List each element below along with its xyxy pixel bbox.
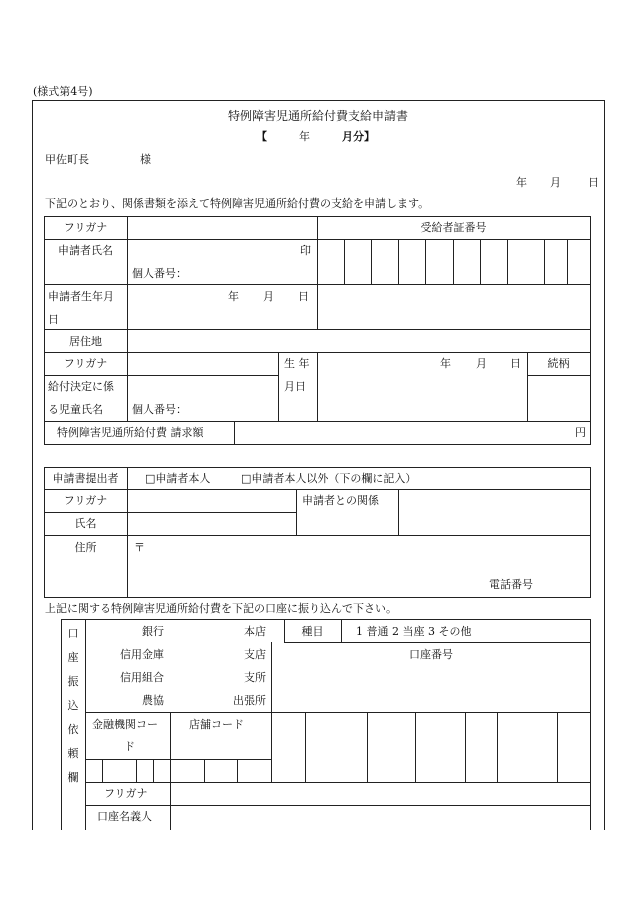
submitter-name-label: 氏名 <box>74 517 97 530</box>
submitter-furigana-label: フリガナ <box>63 494 108 507</box>
branch-branch: 支店 <box>244 648 266 661</box>
submitter-option-other[interactable]: □申請者本人以外（下の欄に記入） <box>241 472 417 485</box>
date-month: 月 <box>550 176 561 189</box>
grid-line <box>271 642 272 782</box>
institution-nokyo: 農協 <box>142 694 164 707</box>
mayor-honorific: 様 <box>140 153 151 166</box>
grid-line <box>44 467 45 597</box>
grid-line <box>567 239 568 284</box>
grid-line <box>415 712 416 782</box>
grid-line <box>398 239 399 284</box>
date-year: 年 <box>516 176 527 189</box>
grid-line <box>465 712 466 782</box>
account-holder-label: 口座名義人 <box>97 810 152 823</box>
grid-line <box>127 216 128 421</box>
applicant-personal-no-label: 個人番号： <box>132 267 187 280</box>
claim-amount-label: 特例障害児通所給付費 請求額 <box>57 426 204 439</box>
outer-frame-left <box>32 100 33 830</box>
grid-line <box>398 489 399 535</box>
applicant-address-label: 居住地 <box>69 335 102 348</box>
branch-office: 出張所 <box>233 694 266 707</box>
grid-line <box>127 467 128 597</box>
recipient-number-label: 受給者証番号 <box>420 221 487 234</box>
child-birth-day: 日 <box>510 357 521 370</box>
grid-line <box>85 782 591 783</box>
postal-mark: 〒 <box>134 541 145 554</box>
grid-line <box>44 421 591 422</box>
child-birth-label-2: 月日 <box>284 380 306 393</box>
grid-line <box>85 805 591 806</box>
submitter-option-self[interactable]: □申請者本人 <box>145 472 211 485</box>
child-name-label-1: 給付決定に係 <box>48 380 114 393</box>
applicant-name-label: 申請者氏名 <box>58 244 113 257</box>
bank-side-label-7: 欄 <box>67 771 79 784</box>
child-furigana-label: フリガナ <box>63 357 108 370</box>
institution-code-label-2: ド <box>124 740 135 753</box>
grid-line <box>341 619 342 642</box>
grid-line <box>371 239 372 284</box>
outer-frame-right <box>604 100 605 830</box>
intro-text: 下記のとおり、関係書類を添えて特例障害児通所給付費の支給を申請します。 <box>45 197 430 210</box>
submitter-address-label: 住所 <box>74 541 97 554</box>
bank-side-label-4: 込 <box>67 699 79 712</box>
institution-code-label-1: 金融機関コー <box>92 718 158 731</box>
grid-line <box>237 759 238 782</box>
grid-line <box>344 239 345 284</box>
submitter-relation-label: 申請者との関係 <box>302 494 379 507</box>
grid-line <box>557 712 558 782</box>
grid-line <box>296 489 297 535</box>
grid-line <box>305 712 306 782</box>
grid-line <box>590 467 591 597</box>
institution-bank: 銀行 <box>142 625 164 638</box>
grid-line <box>85 619 86 830</box>
applicant-birth-day: 日 <box>298 290 309 303</box>
grid-line <box>527 375 591 376</box>
grid-line <box>170 712 171 830</box>
branch-head: 本店 <box>244 625 266 638</box>
grid-line <box>507 239 508 284</box>
grid-line <box>544 239 545 284</box>
form-title: 特例障害児通所給付費支給申請書 <box>227 109 408 123</box>
grid-line <box>234 421 235 444</box>
child-birth-label-1: 生 年 <box>284 357 310 370</box>
applicant-birth-year: 年 <box>228 290 239 303</box>
child-name-label-2: る児童氏名 <box>48 403 103 416</box>
grid-line <box>153 759 154 782</box>
child-personal-no-label: 個人番号： <box>132 403 187 416</box>
branch-code-label: 店舗コード <box>189 718 244 731</box>
child-birth-month: 月 <box>476 357 487 370</box>
grid-line <box>480 239 481 284</box>
date-day: 日 <box>588 176 599 189</box>
grid-line <box>85 712 591 713</box>
applicant-birth-month: 月 <box>263 290 274 303</box>
grid-line <box>453 239 454 284</box>
child-relation-label: 続柄 <box>547 357 570 370</box>
grid-line <box>204 759 205 782</box>
bank-side-label-6: 頼 <box>67 747 79 760</box>
grid-line <box>44 444 591 445</box>
grid-line <box>497 712 498 782</box>
child-birth-year: 年 <box>440 357 451 370</box>
applicant-birth-label-1: 申請者生年月 <box>48 290 114 303</box>
grid-line <box>102 759 103 782</box>
period-month: 月分】 <box>342 130 375 143</box>
grid-line <box>44 375 278 376</box>
mayor-name: 甲佐町長 <box>45 153 89 166</box>
claim-unit: 円 <box>575 426 586 439</box>
grid-line <box>425 239 426 284</box>
phone-label: 電話番号 <box>489 578 533 591</box>
grid-line <box>85 759 271 760</box>
outer-frame-top <box>32 100 604 101</box>
grid-line <box>61 619 591 620</box>
bank-intro-text: 上記に関する特例障害児通所給付費を下記の口座に振り込んで下さい。 <box>45 602 397 615</box>
submitter-label: 申請書提出者 <box>52 472 119 485</box>
applicant-birth-label-2: 日 <box>48 313 59 326</box>
seal-mark: 印 <box>300 244 311 257</box>
grid-line <box>367 712 368 782</box>
grid-line <box>44 597 591 598</box>
account-type-options: 1 普通 2 当座 3 その他 <box>356 625 472 638</box>
institution-shinkin: 信用金庫 <box>120 648 164 661</box>
grid-line <box>590 216 591 444</box>
bank-side-label-5: 依 <box>67 723 79 736</box>
account-number-label: 口座番号 <box>409 648 453 661</box>
branch-sub: 支所 <box>244 671 266 684</box>
bank-side-label-1: 口 <box>67 627 79 640</box>
bank-side-label-2: 座 <box>67 651 79 664</box>
holder-furigana-label: フリガナ <box>104 787 148 800</box>
grid-line <box>44 512 296 513</box>
form-number: (様式第4号) <box>33 85 93 98</box>
grid-line <box>136 759 137 782</box>
period-open: 【 <box>256 130 267 143</box>
bank-side-label-3: 振 <box>67 675 79 688</box>
grid-line <box>278 352 279 421</box>
applicant-furigana-label: フリガナ <box>63 221 108 234</box>
period-year: 年 <box>299 130 310 143</box>
account-type-label: 種目 <box>301 625 324 638</box>
grid-line <box>317 352 318 421</box>
institution-kumiai: 信用組合 <box>120 671 164 684</box>
grid-line <box>284 642 591 643</box>
